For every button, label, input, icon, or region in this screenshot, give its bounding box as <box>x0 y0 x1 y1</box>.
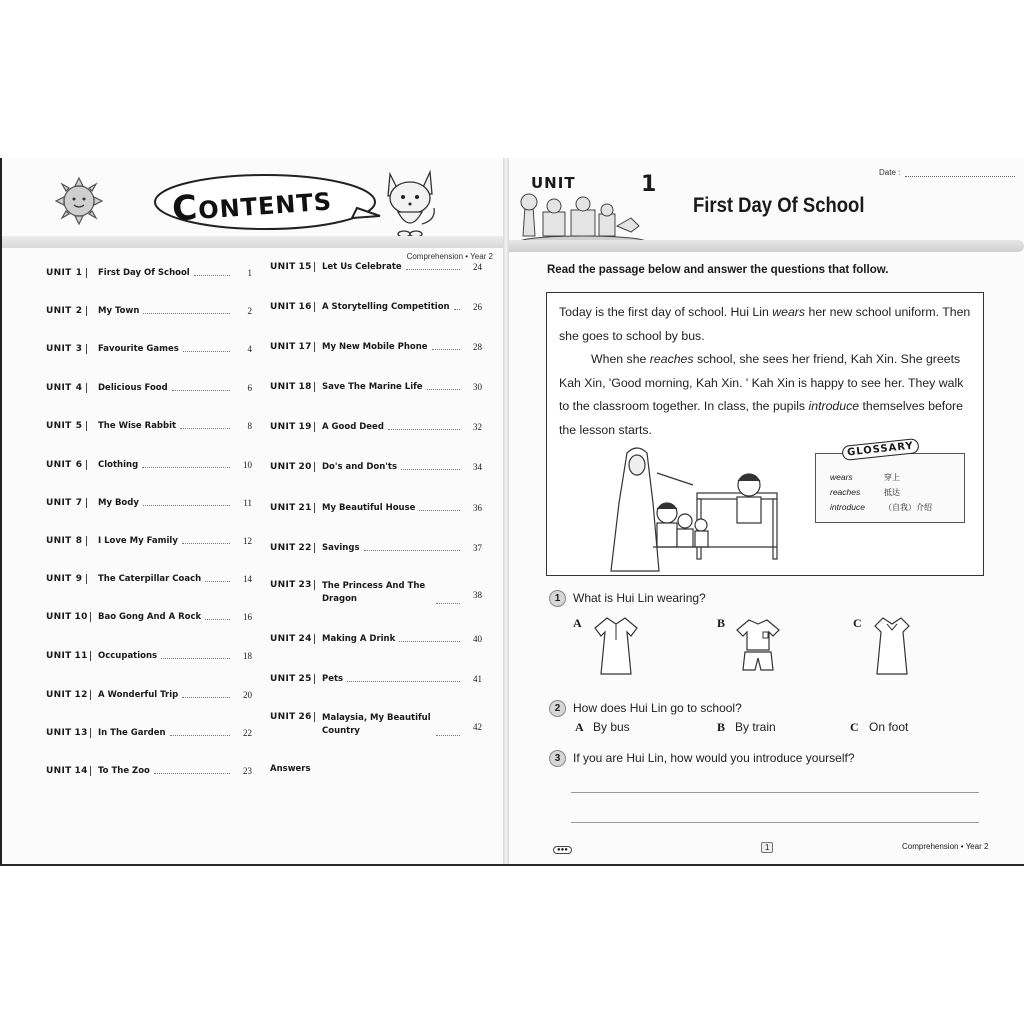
unit-tag: UNIT 26 <box>270 712 322 722</box>
toc-item-20[interactable] <box>270 462 482 472</box>
toc-page: 12 <box>243 536 252 546</box>
leader-dots <box>142 460 230 468</box>
sun-icon <box>54 176 104 226</box>
unit-tag: UNIT 15 <box>270 262 322 272</box>
glossary-box <box>815 440 965 523</box>
toc-item-5[interactable] <box>46 421 252 431</box>
unit-tag: UNIT 23 <box>270 580 322 590</box>
publisher-logo: ●●● <box>553 846 572 854</box>
unit-tag: UNIT 18 <box>270 382 322 392</box>
question-text: What is Hui Lin wearing? <box>573 591 706 605</box>
classroom-illustration <box>597 443 797 573</box>
leader-dots <box>399 634 460 642</box>
toc-page: 28 <box>473 342 482 352</box>
toc-item-6[interactable] <box>46 460 252 470</box>
toc-page: 38 <box>473 590 482 600</box>
option-letter[interactable]: C <box>850 720 859 734</box>
running-footer: Comprehension • Year 2 <box>902 842 989 851</box>
toc-page: 14 <box>243 574 252 584</box>
toc-title: My Beautiful House <box>322 503 416 513</box>
question-number: 1 <box>549 590 566 607</box>
toc-title: Save The Marine Life <box>322 382 423 392</box>
toc-title: Do's and Don'ts <box>322 462 398 472</box>
unit-heading: First Day Of School <box>693 194 865 217</box>
leader-dots <box>161 651 230 659</box>
toc-title: A Wonderful Trip <box>98 690 179 700</box>
toc-item-2[interactable] <box>46 306 252 316</box>
unit-tag: UNIT 7 <box>46 498 98 508</box>
unit-tag: UNIT 14 <box>46 766 98 776</box>
toc-page: 42 <box>473 722 482 732</box>
toc-item-13[interactable] <box>46 728 252 738</box>
toc-title: A Good Deed <box>322 422 384 432</box>
unit-tag: UNIT 17 <box>270 342 322 352</box>
toc-title: Pets <box>322 674 344 684</box>
option-text[interactable]: On foot <box>869 720 909 734</box>
toc-page: 4 <box>247 344 252 354</box>
toc-page: 26 <box>473 302 482 312</box>
toc-title: My Town <box>98 306 140 316</box>
leader-dots <box>183 344 230 352</box>
toc-title: Delicious Food <box>98 383 168 393</box>
question-text: How does Hui Lin go to school? <box>573 701 742 715</box>
toc-item-23[interactable] <box>270 580 482 606</box>
toc-page: 1 <box>247 268 252 278</box>
shirt-shorts-icon[interactable] <box>735 618 781 680</box>
toc-page: 2 <box>247 306 252 316</box>
leader-dots <box>172 383 230 391</box>
toc-page: 32 <box>473 422 482 432</box>
toc-page: 24 <box>473 262 482 272</box>
toc-item-18[interactable] <box>270 382 482 392</box>
option-letter[interactable]: C <box>853 616 862 630</box>
toc-page: 8 <box>247 421 252 431</box>
leader-dots <box>154 766 230 774</box>
toc-item-9[interactable] <box>46 574 252 584</box>
leader-dots <box>182 690 230 698</box>
leader-dots <box>401 462 460 470</box>
unit-tag: UNIT 1 <box>46 268 98 278</box>
toc-page: 16 <box>243 612 252 622</box>
toc-page: 22 <box>243 728 252 738</box>
option-letter[interactable]: B <box>717 616 726 630</box>
unit-tag: UNIT 8 <box>46 536 98 546</box>
glossary-row: reaches 抵达 <box>830 487 900 497</box>
unit-tag: UNIT 9 <box>46 574 98 584</box>
unit-tag: UNIT 16 <box>270 302 322 312</box>
unit-tag: UNIT 22 <box>270 543 322 553</box>
contents-page <box>0 158 503 866</box>
leader-dots <box>205 612 230 620</box>
leader-dots <box>180 421 230 429</box>
passage-box <box>546 292 984 576</box>
pinafore-icon[interactable] <box>869 616 915 678</box>
header-band <box>509 240 1024 252</box>
toc-title: I Love My Family <box>98 536 178 546</box>
leader-dots <box>364 543 460 551</box>
unit-label: UNIT <box>531 174 576 192</box>
toc-title: Let Us Celebrate <box>322 262 402 272</box>
toc-item-3[interactable] <box>46 344 252 354</box>
toc-title: In The Garden <box>98 728 166 738</box>
toc-page: 10 <box>243 460 252 470</box>
leader-dots <box>205 574 230 582</box>
toc-item-10[interactable] <box>46 612 252 622</box>
unit-tag: UNIT 11 <box>46 651 98 661</box>
running-head: Comprehension • Year 2 <box>406 252 493 261</box>
unit-number: 1 <box>641 172 657 197</box>
toc-title: My Body <box>98 498 139 508</box>
toc-item-26[interactable] <box>270 712 482 738</box>
option-text[interactable]: By train <box>735 720 776 734</box>
toc-item-4[interactable] <box>46 383 252 393</box>
date-label: Date : <box>879 168 901 177</box>
toc-title: To The Zoo <box>98 766 150 776</box>
toc-item-16[interactable] <box>270 302 482 312</box>
answer-line[interactable] <box>571 792 979 793</box>
unit-tag: UNIT 21 <box>270 503 322 513</box>
toc-title: A Storytelling Competition <box>322 302 450 312</box>
answer-line[interactable] <box>571 822 979 823</box>
passage-paragraph-2: When she reaches school, she sees her friend, Kah Xin. She greets Kah Xin, 'Good morning, Kah Xin. ' Kah Xin is happy to see her. They walk to the classroom together. In class, the pupils introduce themselves before the lesson starts. <box>559 352 964 437</box>
toc-page: 11 <box>243 498 252 508</box>
unit-tag: UNIT 24 <box>270 634 322 644</box>
toc-item-7[interactable] <box>46 498 252 508</box>
toc-title: Malaysia, My Beautiful Country <box>322 713 431 736</box>
book-spread <box>0 158 1024 866</box>
toc-page: 37 <box>473 543 482 553</box>
toc-title: The Caterpillar Coach <box>98 574 202 584</box>
option-letter[interactable]: A <box>573 616 582 630</box>
toc-item-8[interactable] <box>46 536 252 546</box>
option-letter[interactable]: A <box>575 720 584 734</box>
leader-dots <box>436 728 460 736</box>
unit-tag: UNIT 5 <box>46 421 98 431</box>
toc-item-24[interactable] <box>270 634 482 644</box>
leader-dots <box>436 596 460 604</box>
page-edge <box>0 864 1024 866</box>
toc-item-22[interactable] <box>270 543 482 553</box>
toc-item-25[interactable] <box>270 674 482 684</box>
passage-paragraph-1: Today is the first day of school. Hui Lin wears her new school uniform. Then she goes to school by bus. <box>559 305 971 343</box>
toc-title: Favourite Games <box>98 344 179 354</box>
unit-tag: UNIT 2 <box>46 306 98 316</box>
toc-item-21[interactable] <box>270 503 482 513</box>
glossary-title: GLOSSARY <box>841 438 919 461</box>
leader-dots <box>388 422 460 430</box>
option-text[interactable]: By bus <box>593 720 630 734</box>
page-number: 1 <box>761 842 773 853</box>
option-letter[interactable]: B <box>717 720 726 734</box>
dress-icon[interactable] <box>593 616 639 678</box>
toc-page: 20 <box>243 690 252 700</box>
unit-tag: UNIT 12 <box>46 690 98 700</box>
toc-title: Occupations <box>98 651 158 661</box>
toc-item-19[interactable] <box>270 422 482 432</box>
leader-dots <box>170 728 230 736</box>
leader-dots <box>194 268 230 276</box>
unit-tag: UNIT 4 <box>46 383 98 393</box>
toc-title: The Wise Rabbit <box>98 421 177 431</box>
unit-tag: UNIT 20 <box>270 462 322 472</box>
unit-1-page <box>509 158 1024 866</box>
toc-answers[interactable]: Answers <box>270 764 311 774</box>
unit-tag: UNIT 10 <box>46 612 98 622</box>
question-number: 2 <box>549 700 566 717</box>
glossary-row: wears 穿上 <box>830 472 900 482</box>
toc-title: Making A Drink <box>322 634 396 644</box>
toc-title: The Princess And The Dragon <box>322 581 426 604</box>
toc-title: Savings <box>322 543 360 553</box>
toc-title: Bao Gong And A Rock <box>98 612 202 622</box>
toc-item-11[interactable] <box>46 651 252 661</box>
toc-page: 18 <box>243 651 252 661</box>
leader-dots <box>454 302 460 310</box>
header-band <box>2 236 505 248</box>
instruction-text: Read the passage below and answer the questions that follow. <box>547 264 889 276</box>
unit-tag: UNIT 25 <box>270 674 322 684</box>
toc-page: 40 <box>473 634 482 644</box>
toc-page: 23 <box>243 766 252 776</box>
reading-passage <box>559 301 973 442</box>
toc-item-14[interactable] <box>46 766 252 776</box>
toc-item-1[interactable] <box>46 268 252 278</box>
leader-dots <box>419 503 460 511</box>
leader-dots <box>427 382 460 390</box>
contents-title: Contents <box>170 178 334 230</box>
toc-title: My New Mobile Phone <box>322 342 428 352</box>
leader-dots <box>406 262 460 270</box>
toc-page: 6 <box>247 383 252 393</box>
question-text: If you are Hui Lin, how would you introduce yourself? <box>573 751 855 765</box>
leader-dots <box>182 536 230 544</box>
glossary-row: introduce （自我）介绍 <box>830 502 932 512</box>
leader-dots <box>143 306 230 314</box>
fox-mascot-icon <box>380 164 438 240</box>
toc-page: 34 <box>473 462 482 472</box>
toc-item-17[interactable] <box>270 342 482 352</box>
toc-title: Clothing <box>98 460 139 470</box>
question-number: 3 <box>549 750 566 767</box>
unit-tag: UNIT 3 <box>46 344 98 354</box>
leader-dots <box>432 342 460 350</box>
toc-item-12[interactable] <box>46 690 252 700</box>
leader-dots <box>143 498 230 506</box>
toc-title: First Day Of School <box>98 268 190 278</box>
leader-dots <box>347 674 460 682</box>
toc-page: 30 <box>473 382 482 392</box>
unit-tag: UNIT 19 <box>270 422 322 432</box>
toc-item-15[interactable] <box>270 262 482 272</box>
date-field[interactable] <box>905 176 1015 177</box>
toc-page: 36 <box>473 503 482 513</box>
unit-tag: UNIT 13 <box>46 728 98 738</box>
unit-tag: UNIT 6 <box>46 460 98 470</box>
toc-page: 41 <box>473 674 482 684</box>
